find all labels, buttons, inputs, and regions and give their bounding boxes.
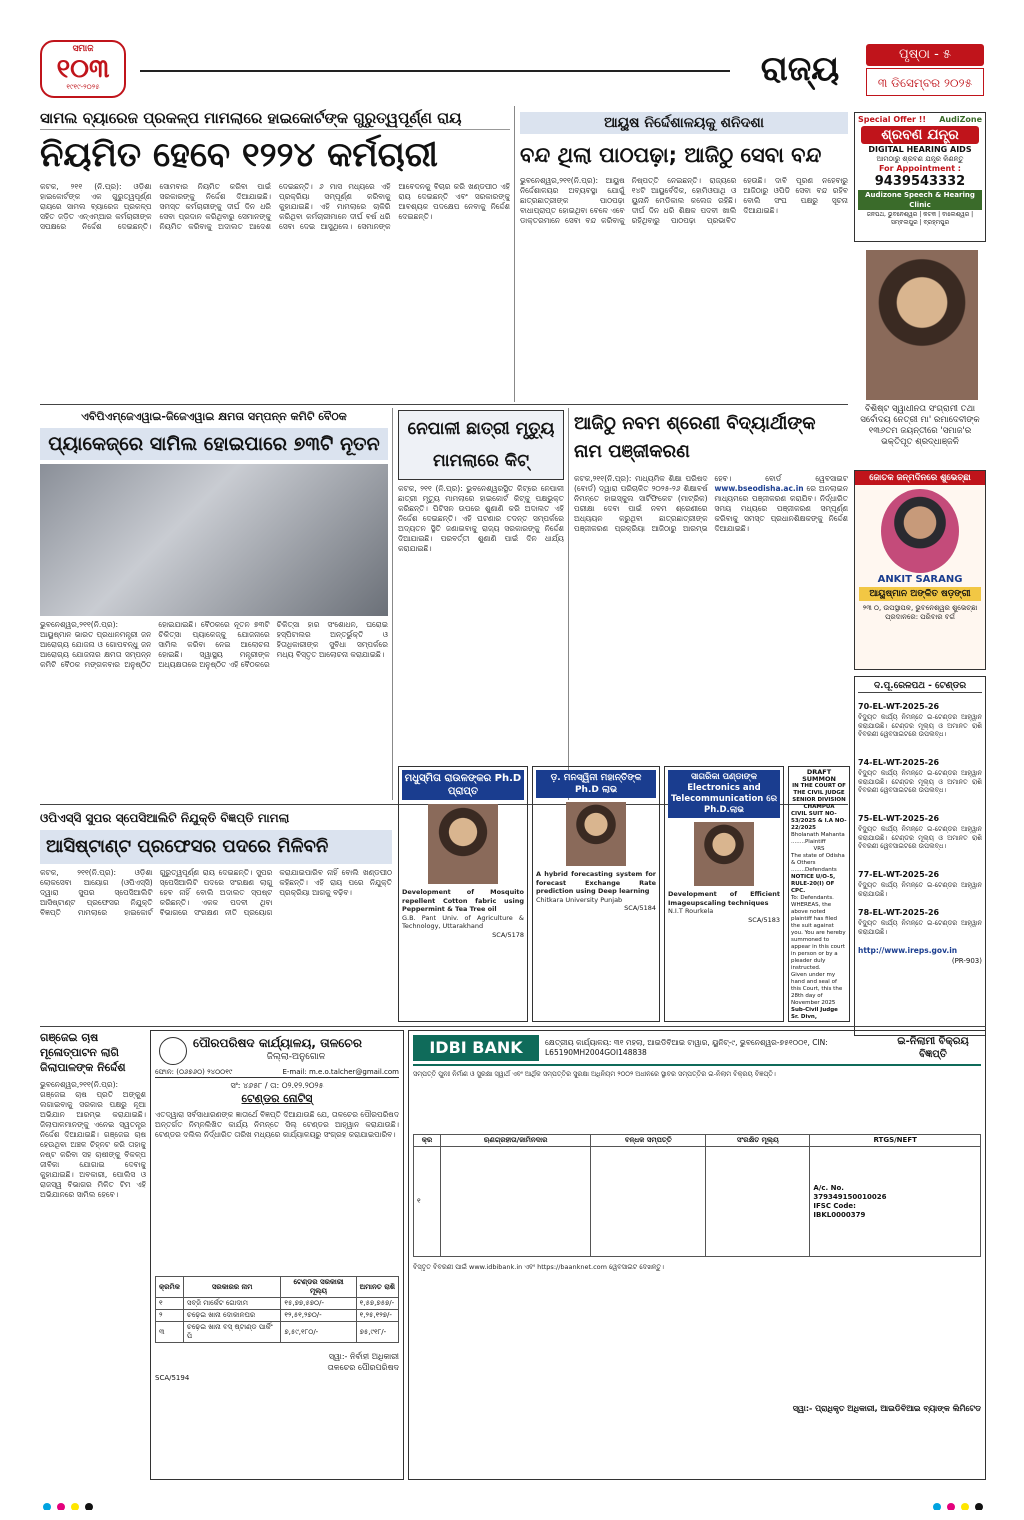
phd-ad-title: ସାଗରିକା ପଣ୍ଡାଙ୍କ Electronics and Telecommunication ରେ Ph.D.ଲାଭ [668, 770, 780, 818]
railway-tender-notice [854, 676, 986, 1036]
story-headline-box [398, 410, 564, 480]
ad-clinic: Audizone Speech & Hearing Clinic [858, 190, 982, 210]
summon-plaintiff: Bholanath Mahanta ........Plaintiff [791, 832, 845, 845]
notice-text: ବିଦ୍ୟୁତ କାର୍ଯ୍ୟ ନିମନ୍ତେ ଇ-ଟେଣ୍ଡର ଆହ୍ୱାନ କରାଯାଉଛି। ଟେଣ୍ଡର ମୂଲ୍ୟ ଓ ଅମାନତ ରାଶି ବିବରଣୀ ୱେବସାଇଟରେ ଉପଲବ୍ଧ। [858, 769, 982, 795]
table-cell: ୧ [156, 1298, 184, 1310]
tender-ref: 78-EL-WT-2025-26 [858, 908, 940, 917]
phd-ad-title: ମଧୁସ୍ମିତା ରାଉଳଙ୍କର Ph.D ପ୍ରାପ୍ତ [402, 770, 524, 800]
auction-intro: ସମ୍ପତ୍ତି ପୁନଃ ନିର୍ମାଣ ଓ ସୁରକ୍ଷା ସ୍ୱାର୍ଥ ଏବଂ ଆର୍ଥିକ ସମ୍ପତ୍ତିର ସୁରକ୍ଷା ଅଧିନିୟମ ୨୦୦୨ ଅଧୀନରେ ସ୍ଥାବର ସମ୍ପତ୍ତିର ଇ-ନିଲାମ ବିକ୍ରୟ ବିଜ୍ଞପ୍ତି। [413, 1070, 776, 1078]
summon-vrs: VRS [813, 846, 825, 852]
story-headline: ନେପାଳୀ ଛାତ୍ରୀ ମୃତ୍ୟୁ ମାମଲାରେ କିଟ୍ [407, 419, 555, 471]
print-registration-marks [876, 1496, 986, 1510]
ad-appointment: For Appointment : [878, 164, 962, 173]
birthday-ad [854, 470, 986, 670]
phd-ad-institution: G.B. Pant Univ. of Agriculture & Technology, Uttarakhand [402, 913, 524, 931]
page-rule-top [140, 70, 730, 72]
body-text: କଟକ,୨୧୧(ନି.ପ୍ର): ମାଧ୍ୟମିକ ଶିକ୍ଷା ପରିଷଦ (ବୋର୍ଡ) ଦ୍ୱାରା ପରିଚାଳିତ ୨୦୨୫-୨୬ ଶିକ୍ଷାବର୍ଷ ନିମନ୍ତେ ହାଇସ୍କୁଲ ସାର୍ଟିଫିକେଟ (ମାଟ୍ରିକ) ପରୀକ୍ଷା ଦେବା ପାଇଁ ନବମ ଶ୍ରେଣୀରେ ଅଧ୍ୟୟନ କରୁଥିବା ଛାତ୍ରଛାତ୍ରୀଙ୍କ ପଞ୍ଜୀକରଣ ପ୍ରକ୍ରିୟା ଆଜିଠାରୁ ଆରମ୍ଭ ହେବ। ବୋର୍ଡ ୱେବସାଇଟ [574, 474, 848, 533]
notice-letter-no: ସଂ: ୪୬୫୮ / ତା: ୦୨.୧୨.୨୦୨୫ [230, 1081, 324, 1090]
notice-header: ଦ.ପୂ.ରେଳପଥ - ଟେଣ୍ଡର [858, 680, 982, 693]
bank-name: IDBI BANK [429, 1038, 523, 1057]
story-body: କଟକ, ୨୧୧ (ନି.ପ୍ର): ଭୁବନେଶ୍ୱରସ୍ଥିତ କିଟ୍‌ରେ ନେପାଳୀ ଛାତ୍ରୀ ମୃତ୍ୟୁ ମାମଲାରେ ହାଇକୋର୍ଟ କିଟ୍‌କୁ ପକ୍ଷଭୁକ୍ତ କରିଛନ୍ତି। ପିଟିସନ ଉପରେ ଶୁଣାଣି କରି ଅଦାଲତ ଏହି ନିର୍ଦ୍ଦେଶ ଦେଇଛନ୍ତି। ଏହି ଘଟଣାର ତଦନ୍ତ ସମ୍ପର୍କରେ ଅଦ୍ୟତନ ସ୍ଥିତି ଜଣାଇବାକୁ ରାଜ୍ୟ ସରକାରଙ୍କୁ ନିର୍ଦ୍ଦେଶ ଦିଆଯାଇଛି। ପରବର୍ତ୍ତୀ ଶୁଣାଣି ପାଇଁ ଦିନ ଧାର୍ଯ୍ୟ କରାଯାଇଛି। [398, 484, 564, 553]
notice-text: ବିଦ୍ୟୁତ କାର୍ଯ୍ୟ ନିମନ୍ତେ ଇ-ଟେଣ୍ଡର ଆହ୍ୱାନ କରାଯାଉଛି। ଟେଣ୍ଡର ମୂଲ୍ୟ ଓ ଅମାନତ ରାଶି ବିବରଣୀ ୱେବସାଇଟରେ ଉପଲବ୍ଧ। [858, 825, 982, 851]
summon-defendants: The state of Odisha & Others ........Defendants [791, 853, 845, 873]
tender-ref: 74-EL-WT-2025-26 [858, 758, 940, 767]
ad-title: ଶ୍ରବଣ ଯନ୍ତ୍ର [861, 126, 979, 144]
body-text: ରେ ଅନଲାଇନ ମାଧ୍ୟମରେ ପଞ୍ଜୀକରଣ କରାଯିବ। ନିର୍ଦ୍ଧାରିତ ସମୟ ମଧ୍ୟରେ ପଞ୍ଜୀକରଣ ସମ୍ପୂର୍ଣ୍ଣ କରିବାକୁ ସମସ୍ତ ପ୍ରଧାନଶିକ୍ଷକଙ୍କୁ ନିର୍ଦ୍ଦେଶ ଦିଆଯାଇଛି। [714, 484, 848, 533]
phd-ad-photo [694, 822, 754, 886]
story-headline: ଆସିଷ୍ଟାଣ୍ଟ ପ୍ରଫେସର ପଦରେ ମିଳିବନି [40, 830, 392, 864]
summon-suit: CIVIL SUIT NO-53/2025 & I.A NO-22/2025 [791, 811, 847, 831]
story-body: ଭୁବନେଶ୍ୱର,୨୧୧(ନି.ପ୍ର): ଆୟୁଷ୍ମାନ ଭାରତ ପ୍ରଧାନମନ୍ତ୍ରୀ ଜନ ଆରୋଗ୍ୟ ଯୋଜନା ଓ ଗୋପବନ୍ଧୁ ଜନ ଆରୋଗ୍ୟ ଯୋଜନାର କ୍ଷମତା ସମ୍ପନ୍ନ କମିଟି ବୈଠକ ମଙ୍ଗଳବାର ଅନୁଷ୍ଠିତ ହୋଇଯାଇଛି। ବୈଠକରେ ନୂତନ ୭୩ଟି ଚିକିତ୍ସା ପ୍ୟାକେଜ୍‌କୁ ଯୋଜନାରେ ସାମିଲ କରିବା ନେଇ ଆଲୋଚନା ହୋଇଛି। ସ୍ୱାସ୍ଥ୍ୟ ମନ୍ତ୍ରୀଙ୍କ ଅଧ୍ୟକ୍ଷତାରେ ଅନୁଷ୍ଠିତ ଏହି ବୈଠକରେ ଚିକିତ୍ସା ହାର ସଂଶୋଧନ, ଘରୋଇ ହସ୍ପିଟାଲର ଅନ୍ତର୍ଭୁକ୍ତି ଓ ହିତାଧିକାରୀଙ୍କ ସୁବିଧା ସମ୍ପର୍କରେ ମଧ୍ୟ ବିସ୍ତୃତ ଆଲୋଚନା କରାଯାଇଛି। [40, 620, 388, 669]
table-cell: ଚଢ଼େଇ ଖାନା ବସ୍ ଷ୍ଟାଣ୍ଡ ପାର୍କିଂ ପି [183, 1322, 280, 1343]
story-kicker: ଓପିଏସ୍‌ସି ସୁପର ସ୍ପେସିଆଲିଟି ନିଯୁକ୍ତି ବିଜ୍ଞପ୍ତି ମାମଲା [40, 811, 290, 825]
table-cell: ୧୫,୭୭,୫୭୦/- [281, 1298, 356, 1310]
notice-body: ଏତଦ୍ୱାରା ସର୍ବସାଧାରଣଙ୍କ ଜ୍ଞାତାର୍ଥେ ବିଜ୍ଞପ୍ତି ଦିଆଯାଉଛି ଯେ, ତାଳଚେର ପୌରପରିଷଦ ଅନ୍ତର୍ଗତ ନିମ୍ନଲିଖିତ କାର୍ଯ୍ୟ ନିମନ୍ତେ ସିଲ୍ ଟେଣ୍ଡର ଆହ୍ୱାନ କରାଯାଉଛି। ଟେଣ୍ଡର ଦଲିଲ ନିର୍ଦ୍ଧାରିତ ତାରିଖ ମଧ୍ୟରେ କାର୍ଯ୍ୟାଳୟରୁ ସଂଗ୍ରହ କରାଯାଇପାରିବ। [155, 1110, 399, 1139]
tender-ref: 75-EL-WT-2025-26 [858, 814, 940, 823]
story-kicker [520, 112, 848, 134]
phd-ad-thesis: Development of Efficient Imageupscaling techniques [668, 890, 780, 907]
table-header: ସଂରକ୍ଷିତ ମୂଲ୍ୟ [706, 1135, 810, 1147]
summon-sign: Sub-Civil Judge Sr. Divn, [791, 1007, 838, 1020]
phd-ad-thesis: A hybrid forecasting system for forecast Exchange Rate prediction using Deep learning [536, 870, 656, 896]
phd-ad-photo [566, 802, 626, 866]
phd-ad-institution: N.I.T Rourkela [668, 907, 714, 916]
logo [40, 40, 126, 98]
phd-ad-thesis: Development of Mosquito repellent Cotton fabric using Peppermint & Tea Tree oil [402, 888, 524, 914]
notice-title: ଟେଣ୍ଡର ନୋଟିସ୍ [241, 1092, 313, 1105]
summon-date: Given under my hand and seal of this Court, this the 28th day of November 2025 [791, 972, 843, 1006]
logo-sub: ୧୯୧୯-୨୦୨୫ [66, 83, 100, 91]
phd-ad-institution: Chitkara University Punjab [536, 895, 623, 904]
ad-address: ଜନପଥ, ଭୁବନେଶ୍ୱର | କଟକ | ବାଲେଶ୍ୱର | ସମ୍ବଲପୁର | ବ୍ରହ୍ମପୁର [866, 211, 974, 226]
auction-title: ଇ-ନିଲାମୀ ବିକ୍ରୟ ବିଜ୍ଞପ୍ତି [897, 1036, 969, 1060]
notice-phone: ଫୋନ: (୦୬୭୬୦) ୨୪୦୦୧୯ [155, 1068, 233, 1076]
birthday-title: ଆୟୁଷ୍ମାନ ଅଙ୍କିତ ଷଡ଼ଙ୍ଗୀ [859, 587, 981, 601]
table-row [156, 1322, 399, 1343]
story-headline: ନିୟମିତ ହେବେ ୧୨୨୪ କର୍ମଚାରୀ [40, 135, 438, 175]
table-row [156, 1310, 399, 1322]
tender-website-link[interactable]: http://www.ireps.gov.in [858, 946, 958, 955]
tender-ref: 77-EL-WT-2025-26 [858, 870, 940, 879]
ad-subtitle: DIGITAL HEARING AIDS [868, 145, 972, 154]
birthday-body: ୨୩ ୦, ଉପସ୍ଥାପକ, ଭୁବନେଶ୍ୱର ଶୁଭେଚ୍ଛା ପ୍ରଦାନରେ: ପରିବାର ବର୍ଗ [862, 604, 978, 621]
birthday-name: ANKIT SARANG [877, 574, 963, 585]
meeting-photo [40, 464, 388, 616]
notice-email[interactable]: E-mail: m.e.o.talcher@gmail.com [282, 1068, 399, 1076]
print-registration-marks [40, 1496, 150, 1510]
table-cell: ୭୫,୯୧୮/- [356, 1322, 398, 1343]
table-row [156, 1298, 399, 1310]
story-body [574, 474, 848, 800]
story-kicker: ଏବିପିଏମ୍‌ଜେଏୱାଇ-ଜିଜେଏୱାଇ କ୍ଷମତା ସମ୍ପନ୍ନ କମିଟି ବୈଠକ [81, 410, 347, 423]
ifsc-code: IBKL0000379 [813, 1210, 866, 1219]
account-number: 379349150010026 [813, 1192, 887, 1201]
summon-body: To: Defendants. WHEREAS, the above noted plaintiff has filed the suit against you. You are hereby summoned to appear in this court in person or by a pleader duly instructed. [791, 895, 846, 971]
summon-rule: NOTICE U/O-5, RULE-20(I) OF CPC. [791, 874, 836, 894]
table-cell [441, 1147, 591, 1257]
table-header: କ୍ର [414, 1135, 441, 1147]
table-row [414, 1147, 981, 1257]
table-cell: ଚଢ଼େଇ ଖାନା ଦୋକାନଘର [183, 1310, 280, 1322]
court-summon-notice [788, 766, 850, 1022]
table-header: ଅମାନତ ରାଶି [356, 1277, 398, 1298]
page-number: ପୃଷ୍ଠା - ୫ [866, 44, 984, 66]
phd-ad-photo [428, 804, 498, 884]
table-header: RTGS/NEFT [810, 1135, 981, 1147]
story-body: କଟକ, ୨୧୧ (ନି.ପ୍ର): ଓଡ଼ିଶା ହାଇକୋର୍ଟଙ୍କ ଏକ ଗୁରୁତ୍ୱପୂର୍ଣ୍ଣ ରାୟରେ ସାମଲ ବ୍ୟାରେଜ ପ୍ରକଳ୍ପ ସହିତ ଜଡ଼ିତ ଏନ୍‌ଏମ୍‌ଆର କର୍ମଚାରୀଙ୍କ ସପକ୍ଷରେ ନିର୍ଦ୍ଦେଶ ଦେଇଛନ୍ତି। ସୋମବାର ନିୟମିତ କରିବା ପାଇଁ ସରକାରଙ୍କୁ ନିର୍ଦ୍ଦେଶ ଦିଆଯାଇଛି। ସମସ୍ତ କର୍ମଚାରୀଙ୍କୁ ଦୀର୍ଘ ଦିନ ଧରି ସେବା ପ୍ରଦାନ କରିଥିବାରୁ ସେମାନଙ୍କୁ ନିୟମିତ କରିବାକୁ ଅଦାଲତ ଆଦେଶ ଦେଇଛନ୍ତି। ୬ ମାସ ମଧ୍ୟରେ ଏହି ପ୍ରକ୍ରିୟା ସମ୍ପୂର୍ଣ୍ଣ କରିବାକୁ କୁହାଯାଇଛି। ଏହି ମାମଲାରେ ଚାକିରି କରିଥିବା କର୍ମଚାରୀମାନେ ଦୀର୍ଘ ବର୍ଷ ଧରି ସେବା ଦେଇ ଆସୁଥିଲେ। ସେମାନଙ୍କ ଆବେଦନକୁ ବିଚାର କରି ଖଣ୍ଡପୀଠ ଏହି ରାୟ ଦେଇଛନ୍ତି ଏବଂ ସରକାରଙ୍କୁ ଆବଶ୍ୟକ ପଦକ୍ଷେପ ନେବାକୁ ନିର୍ଦ୍ଦେଶ ଦେଇଛନ୍ତି। [40, 182, 510, 231]
story-body: ଭୁବନେଶ୍ୱର,୨୧୧(ନି.ପ୍ର): ଆୟୁଷ ନିର୍ଦ୍ଦେଶାଳୟର ଅବ୍ୟବସ୍ଥା ଯୋଗୁଁ ଛାତ୍ରଛାତ୍ରୀଙ୍କ ପାଠପଢ଼ା ବାଧାପ୍ରାପ୍ତ ହୋଇଥିବା ବେଳେ ଏବେ ଡାକ୍ତରମାନେ ସେବା ବନ୍ଦ କରିବାକୁ ନିଷ୍ପତ୍ତି ନେଇଛନ୍ତି। ରାଜ୍ୟରେ ୧୪ଟି ଆୟୁର୍ବେଦିକ, ହୋମିଓପାଥି ଓ ୟୁନାନି ମେଡିକାଲ କଲେଜ ରହିଛି। ଦୀର୍ଘ ଦିନ ଧରି ଶିକ୍ଷକ ପଦବୀ ଖାଲି ରହିଥିବାରୁ ପାଠପଢ଼ା ପ୍ରଭାବିତ ହେଉଛି। ଦାବି ପୂରଣ ନହେବାରୁ ଆଜିଠାରୁ ଓପିଡି ସେବା ବନ୍ଦ ରହିବ ବୋଲି ସଂଘ ପକ୍ଷରୁ ସୂଚନା ଦିଆଯାଇଛି। [520, 176, 848, 225]
table-cell: ୧୨,୫୧,୨୭୦/- [281, 1310, 356, 1322]
story-body: ଭୁବନେଶ୍ୱର,୨୧୧(ନି.ପ୍ର): ଗଞ୍ଜେଇ ଚାଷ ପ୍ରତି ଅଙ୍କୁଶ ଲଗାଇବାକୁ ସରକାର ପକ୍ଷରୁ ନୂଆ ଅଭିଯାନ ଆରମ୍ଭ କରାଯାଇଛି। ଜିଲାପାଳମାନଙ୍କୁ ଏନେଇ ସ୍ୱତନ୍ତ୍ର ନିର୍ଦ୍ଦେଶ ଦିଆଯାଇଛି। ଗଞ୍ଜେଇ ଚାଷ ହେଉଥିବା ଅଞ୍ଚଳ ଚିହ୍ନଟ କରି ତାହାକୁ ନଷ୍ଟ କରିବା ସହ ଚାଷୀଙ୍କୁ ବିକଳ୍ପ ଜୀବିକା ଯୋଗାଇ ଦେବାକୁ କୁହାଯାଇଛି। ଅବକାରୀ, ପୋଲିସ ଓ ରାଜସ୍ୱ ବିଭାଗର ମିଳିତ ଟିମ ଏହି ଅଭିଯାନରେ ସାମିଲ ହେବେ। [40, 1080, 146, 1199]
story-kicker: ସାମଲ ବ୍ୟାରେଜ ପ୍ରକଳ୍ପ ମାମଲାରେ ହାଇକୋର୍ଟଙ୍କ ଗୁରୁତ୍ୱପୂର୍ଣ୍ଣ ରାୟ [40, 106, 510, 130]
phd-ad [398, 766, 528, 1022]
table-cell: ୧,୫୭,୭୫୭/- [356, 1298, 398, 1310]
table-header: ବନ୍ଧକ ସମ୍ପତ୍ତି [591, 1135, 706, 1147]
phd-ad [532, 766, 660, 1022]
board-website-link[interactable]: www.bseodisha.ac.in [714, 484, 804, 493]
auction-footer: ବିସ୍ତୃତ ବିବରଣୀ ପାଇଁ www.idbibank.in ଏବଂ https://baanknet.com ୱେବସାଇଟ ଦେଖନ୍ତୁ। [413, 1263, 664, 1271]
table-header: ଟେଣ୍ଡର ସରକାରୀ ମୂଲ୍ୟ [281, 1277, 356, 1298]
municipality-tender-notice [150, 1030, 404, 1480]
table-cell: ୩ [156, 1322, 184, 1343]
table-header: କ୍ରମିକ [156, 1277, 184, 1298]
tender-ref: 70-EL-WT-2025-26 [858, 702, 940, 711]
ad-tagline: ଆମଠାରୁ ଶ୍ରବଣ ଯନ୍ତ୍ର କିଣନ୍ତୁ [876, 155, 964, 163]
bank-office: କ୍ଷେତ୍ରୀୟ କାର୍ଯ୍ୟାଳୟ: ୩୧ ମହଲା, ଆଇଡିବିଆଇ ଟାୱାର, ୟୁନିଟ୍-୯, ଭୁବନେଶ୍ୱର-୭୫୧୦୦୧, CIN: L65190MH2004GOI148838 [545, 1038, 828, 1057]
notice-sign-office: ତାଳଚେର ପୌରପରିଷଦ [327, 1363, 399, 1372]
notice-sign: ସ୍ୱା:- ନିର୍ବାହୀ ଅଧିକାରୀ [328, 1352, 399, 1361]
kicker-text: ଆୟୁଷ ନିର୍ଦ୍ଦେଶାଳୟକୁ ଶନିଦଶା [604, 115, 764, 131]
tribute-caption: ବିଶିଷ୍ଟ ସ୍ୱାଧୀନତା ସଂଗ୍ରାମୀ ତଥା ସର୍ବୋଦୟ ନେତ୍ରୀ ମା' ରମାଦେବୀଙ୍କ ୧୩୬ତମ ଜୟନ୍ତୀରେ 'ସମାଜ'ର ଭକ୍ତିପୂତ ଶ୍ରଦ୍ଧାଞ୍ଜଳି [860, 404, 980, 447]
auction-sign: ସ୍ୱା:- ପ୍ରାଧିକୃତ ଅଧିକାରୀ, ଆଇଡିବିଆଇ ବ୍ୟାଙ୍କ ଲିମିଟେଡ [792, 1404, 981, 1413]
account-label: A/c. No. [813, 1183, 844, 1192]
tender-table [155, 1276, 399, 1343]
birthday-photo [881, 489, 959, 573]
table-header: ଋଣଗ୍ରହୀତା/ଜାମିନଦାର [441, 1135, 591, 1147]
notice-code: SCA/5194 [155, 1374, 190, 1382]
notice-text: ବିଦ୍ୟୁତ କାର୍ଯ୍ୟ ନିମନ୍ତେ ଇ-ଟେଣ୍ଡର ଆହ୍ୱାନ କରାଯାଉଛି। [858, 881, 982, 898]
notice-text: ବିଦ୍ୟୁତ କାର୍ଯ୍ୟ ନିମନ୍ତେ ଇ-ଟେଣ୍ଡର ଆହ୍ୱାନ କରାଯାଉଛି। ଟେଣ୍ଡର ମୂଲ୍ୟ ଓ ଅମାନତ ରାଶି ବିବରଣୀ ୱେବସାଇଟରେ ଉପଲବ୍ଧ। [858, 713, 982, 739]
table-header: ସରକାରର ନାମ [183, 1277, 280, 1298]
birthday-banner: ଜୋତକ ଜନ୍ମଦିନରେ ଶୁଭେଚ୍ଛା [855, 471, 985, 485]
summon-court: IN THE COURT OF THE CIVIL JUDGE SENIOR DIVISION CHAMPUA [792, 783, 846, 810]
phd-ad-code: SCA/5184 [624, 904, 656, 913]
tribute-portrait [866, 250, 978, 400]
table-cell: ସବ୍ଜି ମାର୍କେଟ ଗୋଦାମ [183, 1298, 280, 1310]
story-headline: ଗଞ୍ଜେଇ ଚାଷ ମୂଳୋତ୍ପାଟନ ଲାଗି ଜିଲାପାଳଙ୍କ ନିର୍ଦ୍ଦେଶ [40, 1031, 126, 1074]
idbi-auction-notice [408, 1030, 986, 1480]
idbi-logo [413, 1035, 539, 1061]
ad-phone: 9439543332 [874, 174, 966, 189]
hearing-aid-ad [854, 112, 986, 242]
table-cell: ୨ [156, 1310, 184, 1322]
notice-district: ଜିଲ୍ଲା-ଅନୁଗୋଳ [266, 1052, 326, 1062]
notice-code: (PR-903) [951, 957, 982, 965]
summon-title: DRAFT SUMMON [802, 768, 836, 783]
story-body: କଟକ, ୨୧୧(ନି.ପ୍ର): ଓଡ଼ିଶା ଲୋକସେବା ଆୟୋଗ (ଓପିଏସ୍‌ସି) ଦ୍ୱାରା ସୁପର ସ୍ପେସିଆଲିଟି ଆସିଷ୍ଟାଣ୍ଟ ପ୍ରଫେସର ନିଯୁକ୍ତି ବିଜ୍ଞପ୍ତି ମାମଲାରେ ହାଇକୋର୍ଟ ଗୁରୁତ୍ୱପୂର୍ଣ୍ଣ ରାୟ ଦେଇଛନ୍ତି। ସୁପର ସ୍ପେସିଆଲିଟି ପଦରେ ସଂରକ୍ଷଣ ଲାଗୁ ହେବ ନାହିଁ ବୋଲି ଅଦାଲତ ସ୍ପଷ୍ଟ କରିଛନ୍ତି। ଏକକ ପଦବୀ ଥିବା ବିଭାଗରେ ସଂରକ୍ଷଣ ନୀତି ପ୍ରୟୋଗ କରାଯାଇପାରିବ ନାହିଁ ବୋଲି ଖଣ୍ଡପୀଠ କହିଛନ୍ତି। ଏହି ରାୟ ପରେ ନିଯୁକ୍ତି ପ୍ରକ୍ରିୟା ଆଗକୁ ବଢ଼ିବ। [40, 868, 392, 917]
section-title: ରାଜ୍ୟ [760, 49, 840, 89]
logo-number: ୧୦୩ [56, 54, 110, 84]
phd-ad-title: ଡ଼. ମନସ୍ୱିନୀ ମହାନ୍ତିଙ୍କ Ph.D ଲାଭ [536, 770, 656, 798]
phd-ad-code: SCA/5178 [492, 930, 524, 939]
ad-special: Special Offer !! [858, 115, 927, 124]
auction-table [413, 1134, 981, 1257]
table-cell [706, 1147, 810, 1257]
account-cell [810, 1147, 981, 1257]
story-headline: ପ୍ୟାକେଜ୍‌ରେ ସାମିଲ ହୋଇପାରେ ୭୩ଟି ନୂତନ [40, 428, 388, 460]
ifsc-label: IFSC Code: [813, 1201, 856, 1210]
table-cell [591, 1147, 706, 1257]
emblem-icon [159, 1037, 187, 1065]
table-cell: ୧ [414, 1147, 441, 1257]
table-cell: ୭,୫୯,୧୮୦/- [281, 1322, 356, 1343]
story-headline: ବନ୍ଦ ଥିଲା ପାଠପଢ଼ା; ଆଜିଠୁ ସେବା ବନ୍ଦ [520, 143, 822, 167]
story-headline: ଆଜିଠୁ ନବମ ଶ୍ରେଣୀ ବିଦ୍ୟାର୍ଥୀଙ୍କ ନାମ ପଞ୍ଜୀକରଣ [574, 413, 816, 462]
table-cell: ୧,୨୫,୧୨୭/- [356, 1310, 398, 1322]
phd-ad-code: SCA/5183 [748, 915, 780, 924]
phd-ad [664, 766, 784, 1022]
page-date: ୩ ଡିସେମ୍ବର ୨୦୨୫ [866, 68, 984, 96]
notice-office: ପୌରପରିଷଦ କାର୍ଯ୍ୟାଳୟ, ତାଳଚେର [193, 1036, 362, 1050]
notice-text: ବିଦ୍ୟୁତ କାର୍ଯ୍ୟ ନିମନ୍ତେ ଇ-ଟେଣ୍ଡର ଆହ୍ୱାନ କରାଯାଉଛି। [858, 919, 982, 936]
logo-top: ସମାଜ [72, 44, 94, 54]
ad-brand: AudiZone [939, 115, 982, 124]
